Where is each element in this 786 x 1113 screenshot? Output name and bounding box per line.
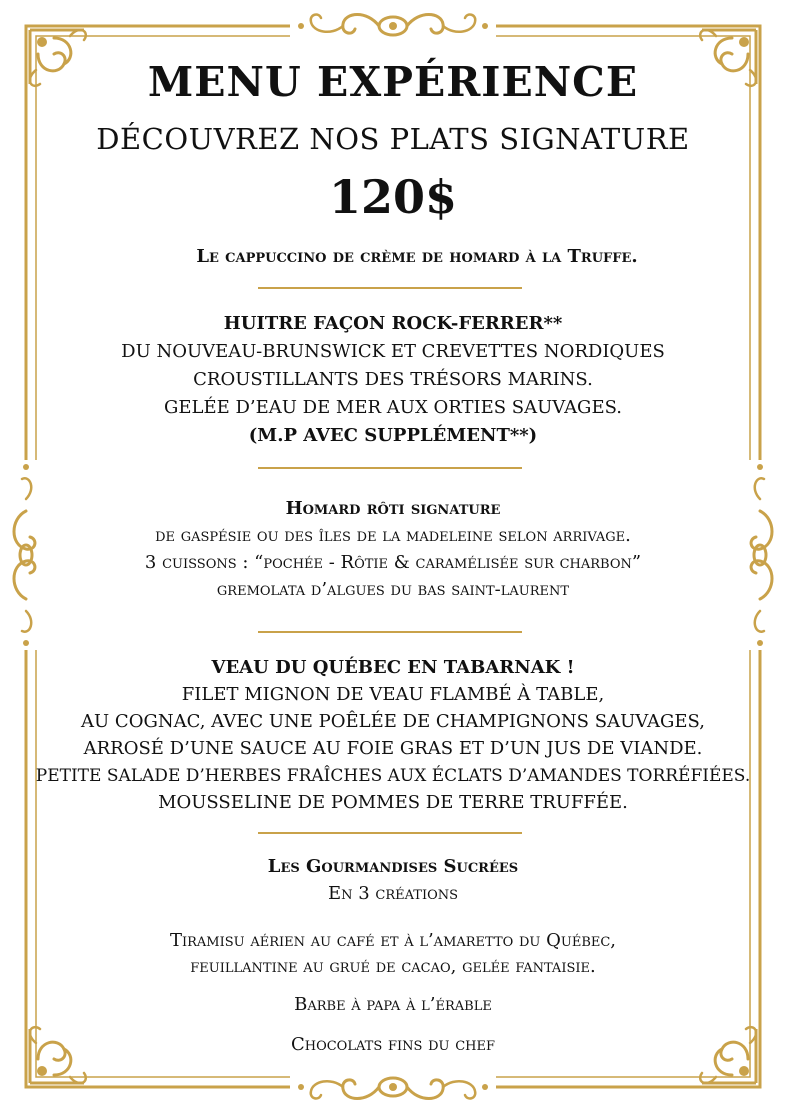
divider xyxy=(258,467,522,469)
dessert-item: Chocolats fins du chef xyxy=(290,1034,496,1055)
dessert-item: feuillantine au grué de cacao, gelée fantaisie. xyxy=(190,956,596,977)
course-1-line: DU NOUVEAU-BRUNSWICK ET CREVETTES NORDIQUES xyxy=(121,341,665,362)
divider xyxy=(258,287,522,289)
menu-title: MENU EXPÉRIENCE xyxy=(147,58,639,106)
course-3-line: PETITE SALADE D’HERBES FRAÎCHES AUX ÉCLATS D’AMANDES TORRÉFIÉES. xyxy=(35,766,751,786)
course-3-line: AU COGNAC, AVEC UNE POÊLÉE DE CHAMPIGNONS SAUVAGES, xyxy=(81,711,705,732)
course-1-line: GELÉE D’EAU DE MER AUX ORTIES SAUVAGES. xyxy=(163,397,622,418)
course-2-name: Homard rôti signature xyxy=(285,498,501,519)
menu-price: 120$ xyxy=(328,170,458,224)
course-1-note: (M.P AVEC SUPPLÉMENT**) xyxy=(248,425,538,446)
course-2-line: de gaspésie ou des îles de la madeleine selon arrivage. xyxy=(155,525,631,546)
course-3-name: VEAU DU QUÉBEC EN TABARNAK ! xyxy=(211,657,575,678)
course-3-line: FILET MIGNON DE VEAU FLAMBÉ À TABLE, xyxy=(181,684,605,705)
dessert-item: Tiramisu aérien au café et à l’amaretto du Québec, xyxy=(169,930,617,951)
divider xyxy=(258,631,522,633)
divider xyxy=(258,832,522,834)
course-2-line: gremolata d’algues du bas saint-laurent xyxy=(216,579,570,600)
intro-dish: Le cappuccino de crème de homard à la Truffe. xyxy=(196,246,638,267)
course-1-line: CROUSTILLANTS DES TRÉSORS MARINS. xyxy=(193,369,593,390)
course-3-line: ARROSÉ D’UNE SAUCE AU FOIE GRAS ET D’UN JUS DE VIANDE. xyxy=(83,738,703,759)
course-3-line: MOUSSELINE DE POMMES DE TERRE TRUFFÉE. xyxy=(158,792,628,813)
course-4-name: Les Gourmandises Sucrées xyxy=(267,856,519,877)
course-4-subtitle: En 3 créations xyxy=(327,883,459,904)
menu-subtitle: DÉCOUVREZ NOS PLATS SIGNATURE xyxy=(96,122,690,156)
course-1-name: HUITRE FAÇON ROCK-FERRER** xyxy=(223,313,563,334)
course-2-line: 3 cuissons : “pochée - Rôtie & caramélisée sur charbon” xyxy=(144,552,642,573)
dessert-item: Barbe à papa à l’érable xyxy=(294,994,492,1015)
